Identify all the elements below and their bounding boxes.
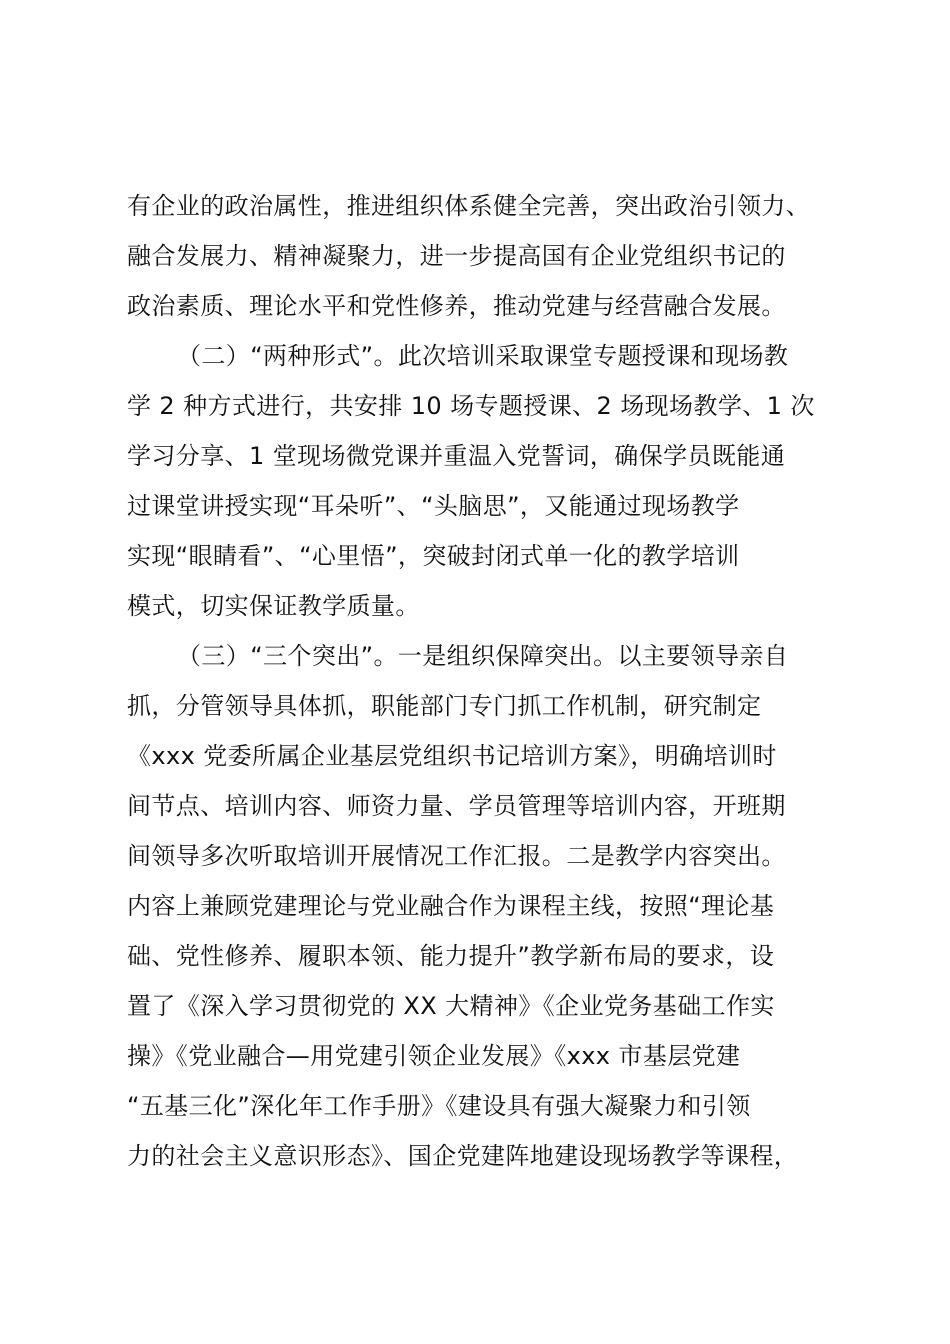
- text-line: 置了《深入学习贯彻党的 XX 大精神》《企业党务基础工作实: [127, 992, 775, 1020]
- text-line: 实现“眼睛看”、“心里悟”，突破封闭式单一化的教学培训: [127, 542, 740, 570]
- text-line: 操》《党业融合—用党建引领企业发展》《xxx 市基层党建: [127, 1042, 741, 1070]
- text-line: 间领导多次听取培训开展情况工作汇报。二是教学内容突出。: [127, 842, 786, 870]
- text-line: 础、党性修养、履职本领、能力提升”教学新布局的要求，设: [127, 942, 775, 970]
- text-line: 内容上兼顾党建理论与党业融合作为课程主线，按照“理论基: [127, 892, 775, 920]
- section-heading-three-highlights: （三）“三个突出”。一是组织保障突出。以主要领导亲自: [177, 642, 789, 670]
- text-line: 有企业的政治属性，推进组织体系健全完善，突出政治引领力、: [127, 192, 811, 220]
- text-line: 过课堂讲授实现“耳朵听”、“头脑思”，又能通过现场教学: [127, 492, 740, 520]
- text-line: 模式，切实保证教学质量。: [127, 592, 420, 620]
- section-heading-two-forms: （二）“两种形式”。此次培训采取课堂专题授课和现场教: [177, 342, 789, 370]
- text-line: 融合发展力、精神凝聚力，进一步提高国有企业党组织书记的: [127, 242, 786, 270]
- text-line: “五基三化”深化年工作手册》《建设具有强大凝聚力和引领: [127, 1092, 751, 1120]
- body-text: [127, 181, 837, 1181]
- text-line: 力的社会主义意识形态》、国企党建阵地建设现场教学等课程，: [127, 1142, 799, 1170]
- text-line: 政治素质、理论水平和党性修养，推动党建与经营融合发展。: [127, 292, 786, 320]
- text-line: 学习分享、1 堂现场微党课并重温入党誓词，确保学员既能通: [127, 442, 786, 470]
- text-line: 抓，分管领导具体抓，职能部门专门抓工作机制，研究制定: [127, 692, 762, 720]
- text-line: 间节点、培训内容、师资力量、学员管理等培训内容，开班期: [127, 792, 786, 820]
- text-line: 《xxx 党委所属企业基层党组织书记培训方案》，明确培训时: [127, 742, 777, 770]
- text-line: 学 2 种方式进行，共安排 10 场专题授课、2 场现场教学、1 次: [127, 392, 815, 420]
